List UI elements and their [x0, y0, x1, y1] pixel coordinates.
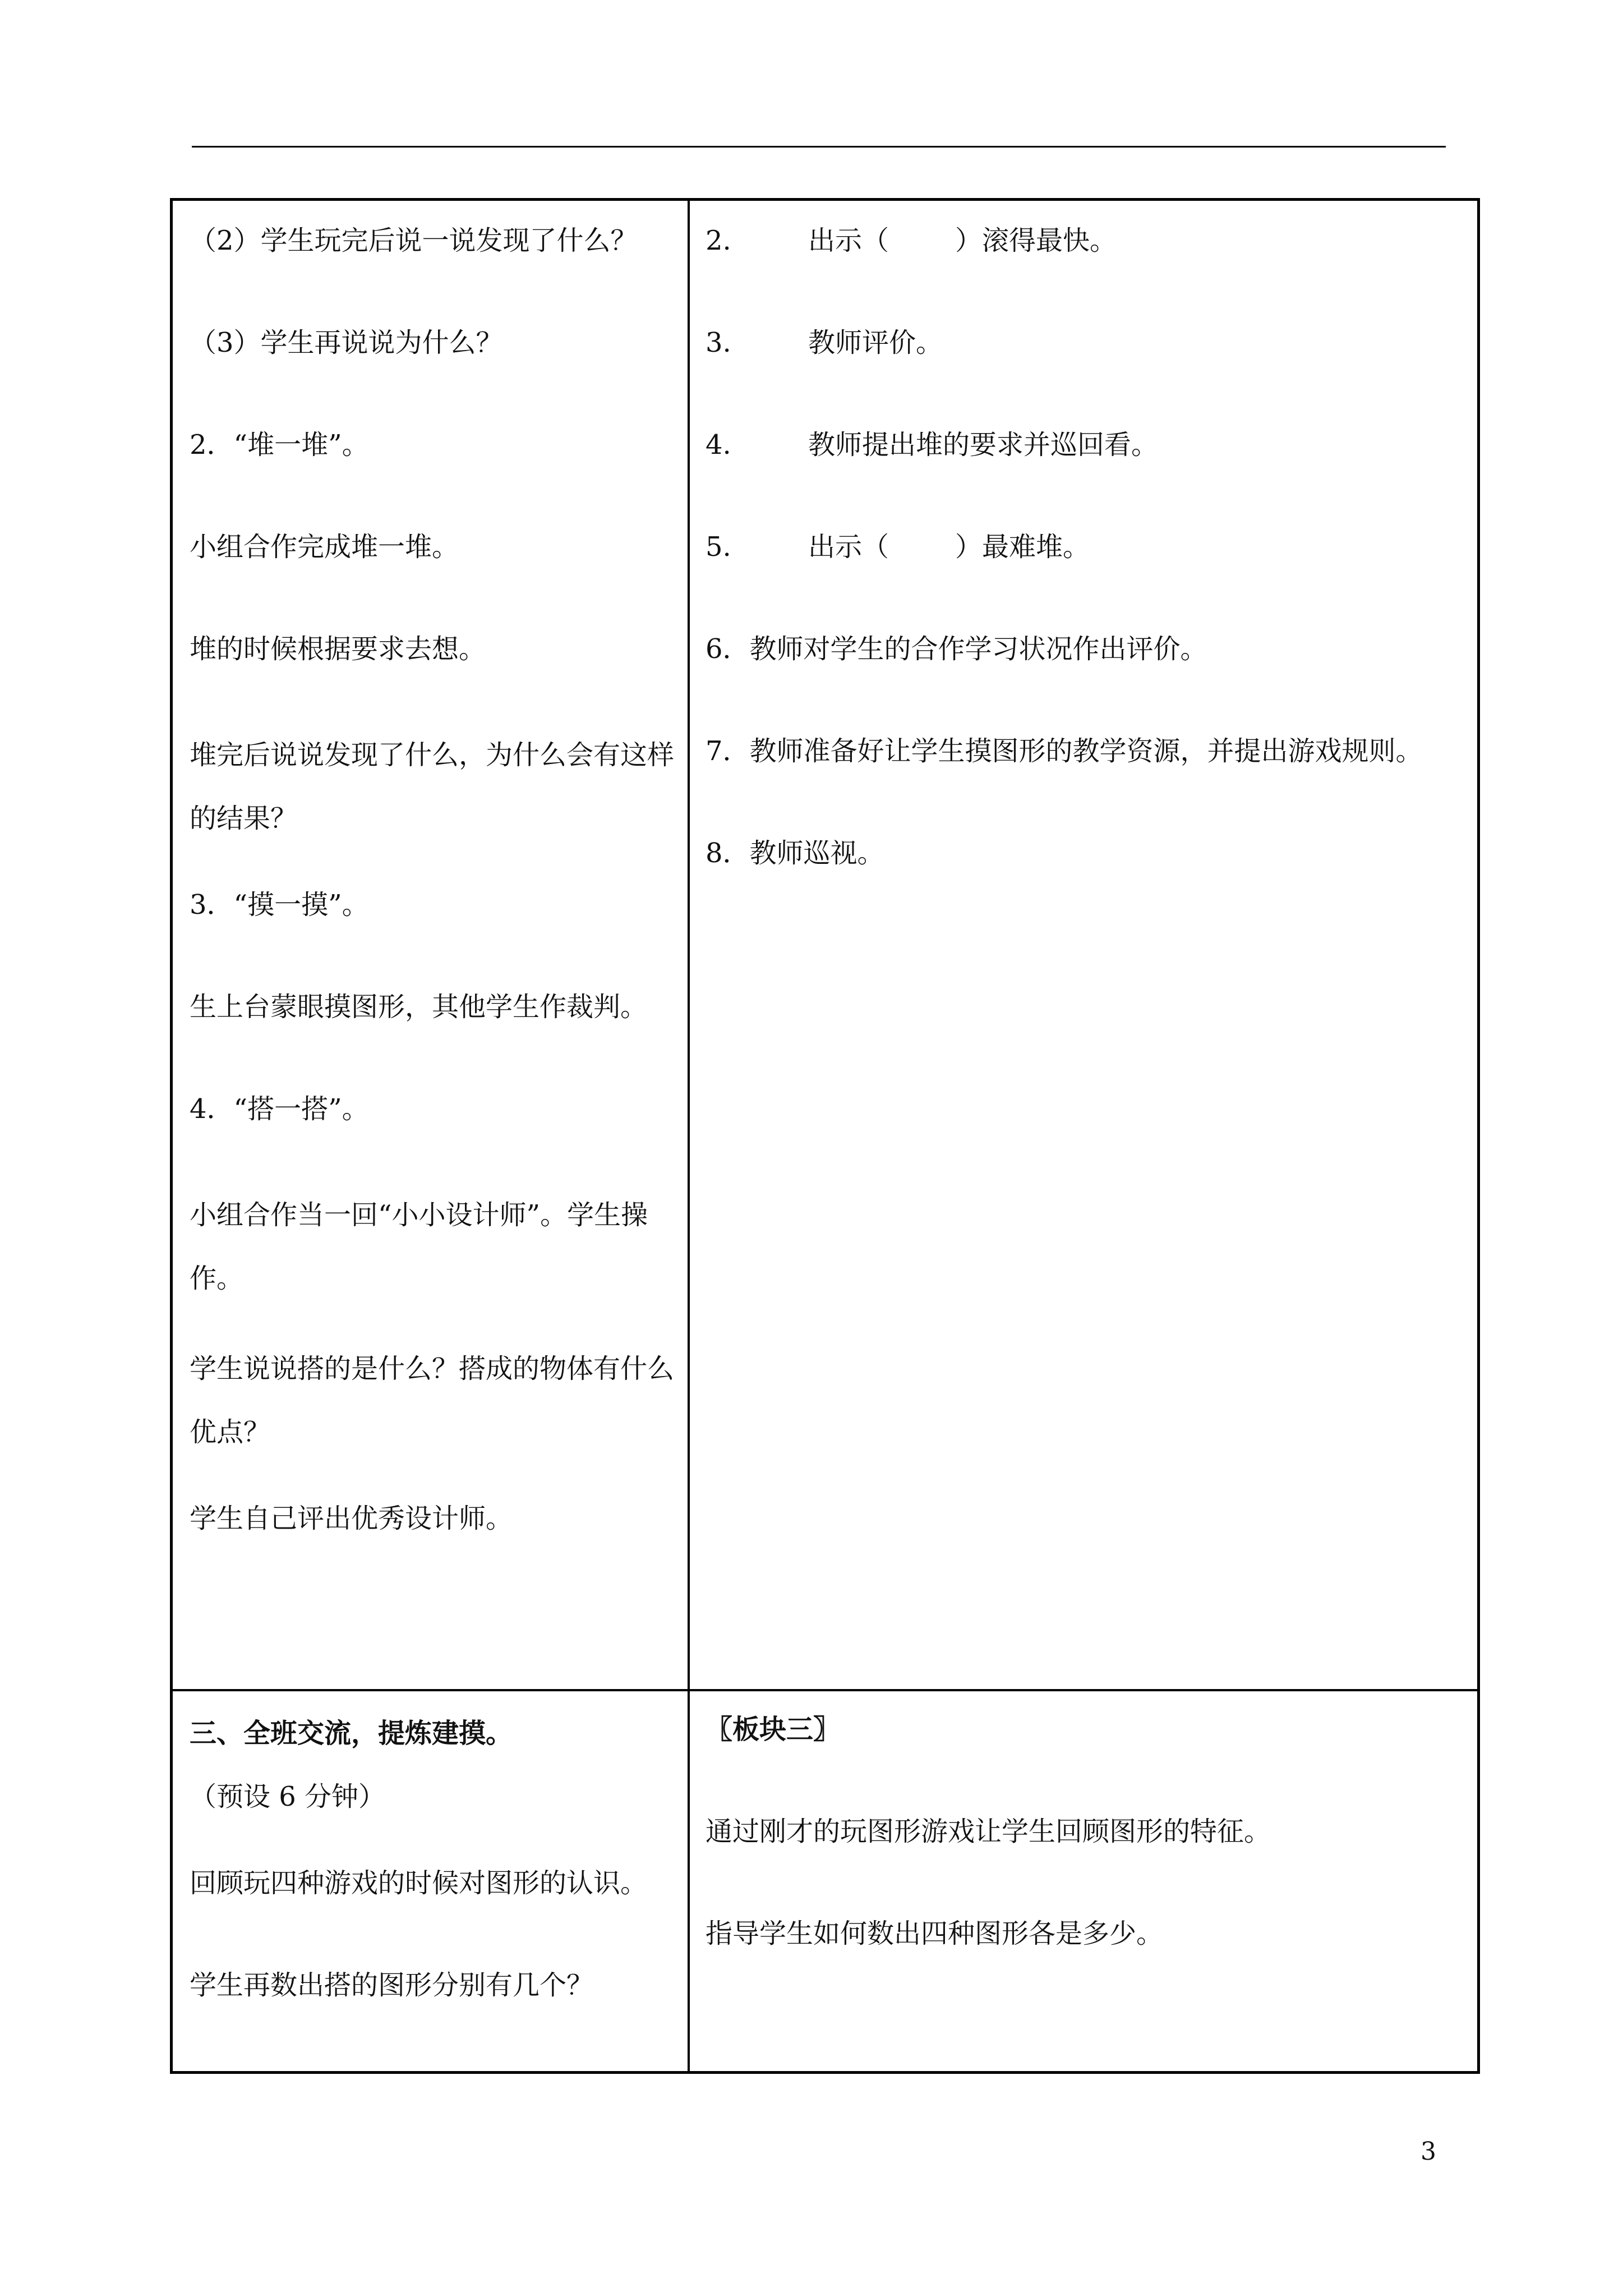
section-time-note: （预设 6 分钟） [190, 1781, 386, 1812]
lesson-plan-table [170, 198, 1480, 2074]
teacher-item-8: 8．教师巡视。 [706, 838, 884, 869]
page-number: 3 [1421, 2137, 1436, 2166]
block-heading: 〖板块三〗 [706, 1714, 841, 1745]
activity-line: 堆的时候根据要求去想。 [190, 633, 486, 665]
activity-line: 小组合作完成堆一堆。 [190, 531, 459, 563]
teacher-item-5: 5. 出示（ ）最难堆。 [706, 519, 1474, 622]
activity-line: 3．“摸一摸”。 [190, 889, 369, 921]
activity-line: （3）学生再说说为什么？ [190, 327, 503, 358]
column-divider [688, 201, 690, 2071]
activity-line: 学生说说搭的是什么？搭成的物体有什么优点？ [190, 1353, 675, 1448]
activity-line: 学生再数出搭的图形分别有几个？ [190, 1970, 594, 2001]
activity-line: 回顾玩四种游戏的时候对图形的认识。 [190, 1867, 648, 1899]
teacher-item-2: 2. 出示（ ）滚得最快。 [706, 213, 1474, 315]
teacher-item-3: 3. 教师评价。 [706, 315, 1474, 417]
section-heading [190, 1702, 683, 1856]
activity-line: 4．“搭一搭”。 [190, 1093, 369, 1125]
section-title: 三、全班交流，提炼建摸。 [190, 1718, 513, 1749]
activity-line: 2．“堆一堆”。 [190, 429, 369, 461]
teacher-item-7: 7．教师准备好让学生摸图形的教学资源，并提出游戏规则。 [706, 735, 1423, 767]
item-number: 2. [706, 225, 731, 256]
activity-line: 堆完后说说发现了什么，为什么会有这样的结果？ [190, 739, 675, 834]
teacher-line: 通过刚才的玩图形游戏让学生回顾图形的特征。 [706, 1816, 1271, 1847]
item-number: 5. [706, 531, 731, 563]
section-three-student-cell [190, 1702, 683, 2060]
teacher-line: 指导学生如何数出四种图形各是多少。 [706, 1918, 1164, 1949]
item-number: 4. [706, 429, 731, 461]
header-rule [192, 146, 1446, 148]
activity-line: 学生自己评出优秀设计师。 [190, 1503, 513, 1534]
item-number: 3. [706, 327, 731, 358]
activity-line: （2）学生玩完后说一说发现了什么？ [190, 225, 638, 256]
teacher-item-6: 6．教师对学生的合作学习状况作出评价。 [706, 633, 1207, 665]
activity-line: 生上台蒙眼摸图形，其他学生作裁判。 [190, 991, 648, 1023]
section-three-teacher-cell [706, 1702, 1474, 2008]
row-divider [173, 1689, 1477, 1691]
activity-line: 小组合作当一回“小小设计师”。学生操作。 [190, 1199, 648, 1294]
teacher-activity-cell [706, 213, 1474, 928]
student-activity-cell [190, 213, 683, 1593]
teacher-item-4: 4. 教师提出堆的要求并巡回看。 [706, 417, 1474, 519]
